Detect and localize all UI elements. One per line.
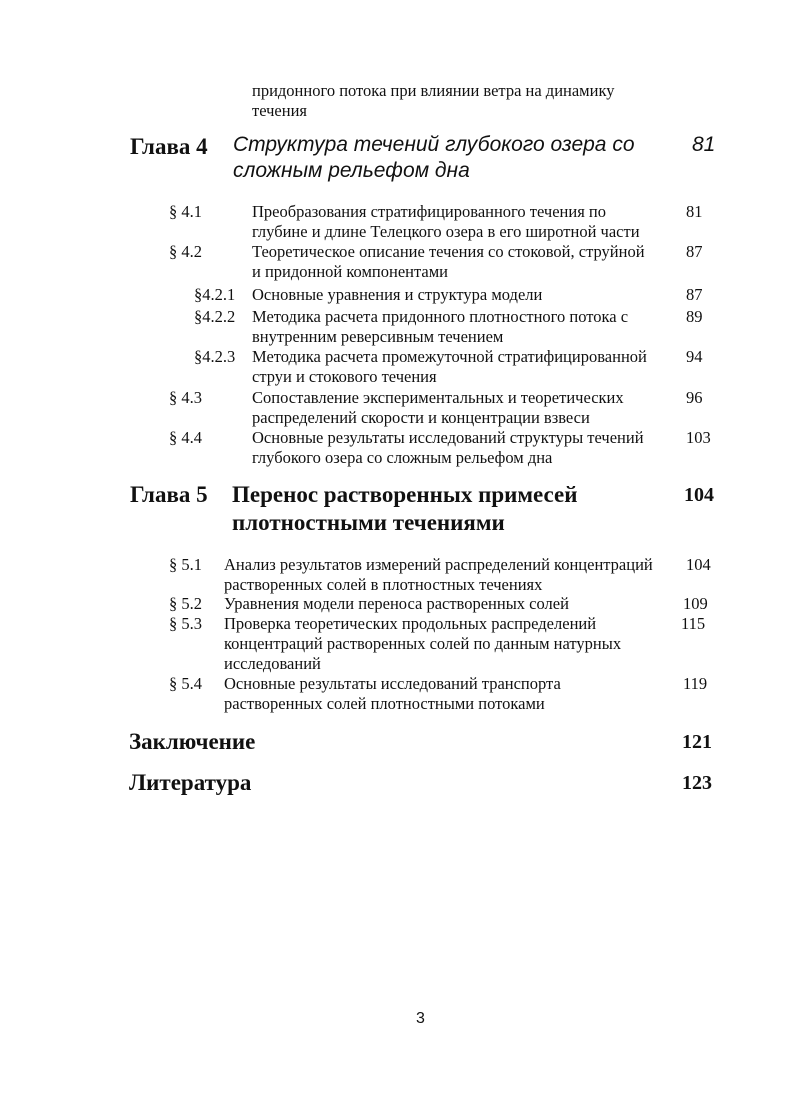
section-number: §4.2.3 <box>194 347 236 366</box>
section-title <box>224 555 653 595</box>
section-title <box>224 614 621 674</box>
section-title-line: глубине и длине Телецкого озера в его широтной части <box>252 222 640 241</box>
section-title-line: Методика расчета придонного плотностного потока с <box>252 307 629 326</box>
chapter-5-title <box>232 481 577 537</box>
section-title-line: растворенных солей в плотностных течениях <box>224 575 543 594</box>
section-title <box>252 428 644 468</box>
literature-title: Литература <box>129 770 252 795</box>
continuation-line: течения <box>252 101 307 120</box>
section-number: §4.2.1 <box>194 285 236 304</box>
section-page: 109 <box>683 594 708 613</box>
section-title <box>252 285 542 305</box>
section-title <box>224 674 561 714</box>
section-title-line: и придонной компонентами <box>252 262 449 281</box>
section-title <box>252 388 624 428</box>
section-title <box>252 307 628 347</box>
section-page: 115 <box>681 614 706 633</box>
section-title-line: Методика расчета промежуточной стратифицированной <box>252 347 647 366</box>
chapter-5-title-line: Перенос растворенных примесей <box>232 482 578 507</box>
section-page: 87 <box>686 285 703 304</box>
section-page: 119 <box>683 674 708 693</box>
chapter-4-title-line: сложным рельефом дна <box>233 159 470 182</box>
section-page: 81 <box>686 202 703 221</box>
section-number: § 4.4 <box>169 428 202 447</box>
chapter-4-title-line: Структура течений глубокого озера со <box>233 133 635 156</box>
section-page: 103 <box>686 428 711 447</box>
section-title-line: Уравнения модели переноса растворенных солей <box>224 594 569 613</box>
section-title-line: внутренним реверсивным течением <box>252 327 504 346</box>
section-page: 104 <box>686 555 711 574</box>
conclusion-title: Заключение <box>129 729 256 754</box>
section-number: § 5.2 <box>169 594 202 613</box>
section-title-line: Теоретическое описание течения со стоковой, струйной <box>252 242 645 261</box>
section-number: § 5.3 <box>169 614 202 633</box>
chapter-5-page: 104 <box>684 484 714 506</box>
section-page: 96 <box>686 388 703 407</box>
section-title-line: растворенных солей плотностными потоками <box>224 694 545 713</box>
section-title <box>252 347 647 387</box>
continuation-line: придонного потока при влиянии ветра на динамику <box>252 81 615 100</box>
page-number: 3 <box>416 1010 425 1027</box>
section-title-line: распределений скорости и концентрации взвеси <box>252 408 590 427</box>
section-title-line: Проверка теоретических продольных распределений <box>224 614 597 633</box>
literature-page: 123 <box>682 772 712 794</box>
section-page: 89 <box>686 307 703 326</box>
section-page: 94 <box>686 347 703 366</box>
section-title-line: Преобразования стратифицированного течения по <box>252 202 606 221</box>
section-title <box>252 242 645 282</box>
section-title-line: Анализ результатов измерений распределений концентраций <box>224 555 653 574</box>
section-title-line: глубокого озера со сложным рельефом дна <box>252 448 553 467</box>
section-title-line: исследований <box>224 654 321 673</box>
section-number: §4.2.2 <box>194 307 236 326</box>
chapter-5-label: Глава 5 <box>130 482 208 507</box>
section-title-line: Основные результаты исследований структуры течений <box>252 428 644 447</box>
section-title-line: Основные результаты исследований транспорта <box>224 674 561 693</box>
section-number: § 4.1 <box>169 202 202 221</box>
chapter-4-page: 81 <box>692 133 716 156</box>
section-number: § 4.2 <box>169 242 202 261</box>
section-number: § 5.1 <box>169 555 202 574</box>
chapter-4-label: Глава 4 <box>130 134 208 159</box>
section-title-line: Сопоставление экспериментальных и теоретических <box>252 388 624 407</box>
chapter-5-title-line: плотностными течениями <box>232 510 505 535</box>
section-title-line: Основные уравнения и структура модели <box>252 285 543 304</box>
toc-continuation <box>252 81 614 121</box>
section-title-line: струи и стокового течения <box>252 367 437 386</box>
chapter-4-title <box>233 132 635 184</box>
section-page: 87 <box>686 242 703 261</box>
section-title <box>224 594 569 614</box>
section-number: § 5.4 <box>169 674 202 693</box>
section-number: § 4.3 <box>169 388 202 407</box>
section-title-line: концентраций растворенных солей по данным натурных <box>224 634 622 653</box>
section-title <box>252 202 640 242</box>
conclusion-page: 121 <box>682 731 712 753</box>
